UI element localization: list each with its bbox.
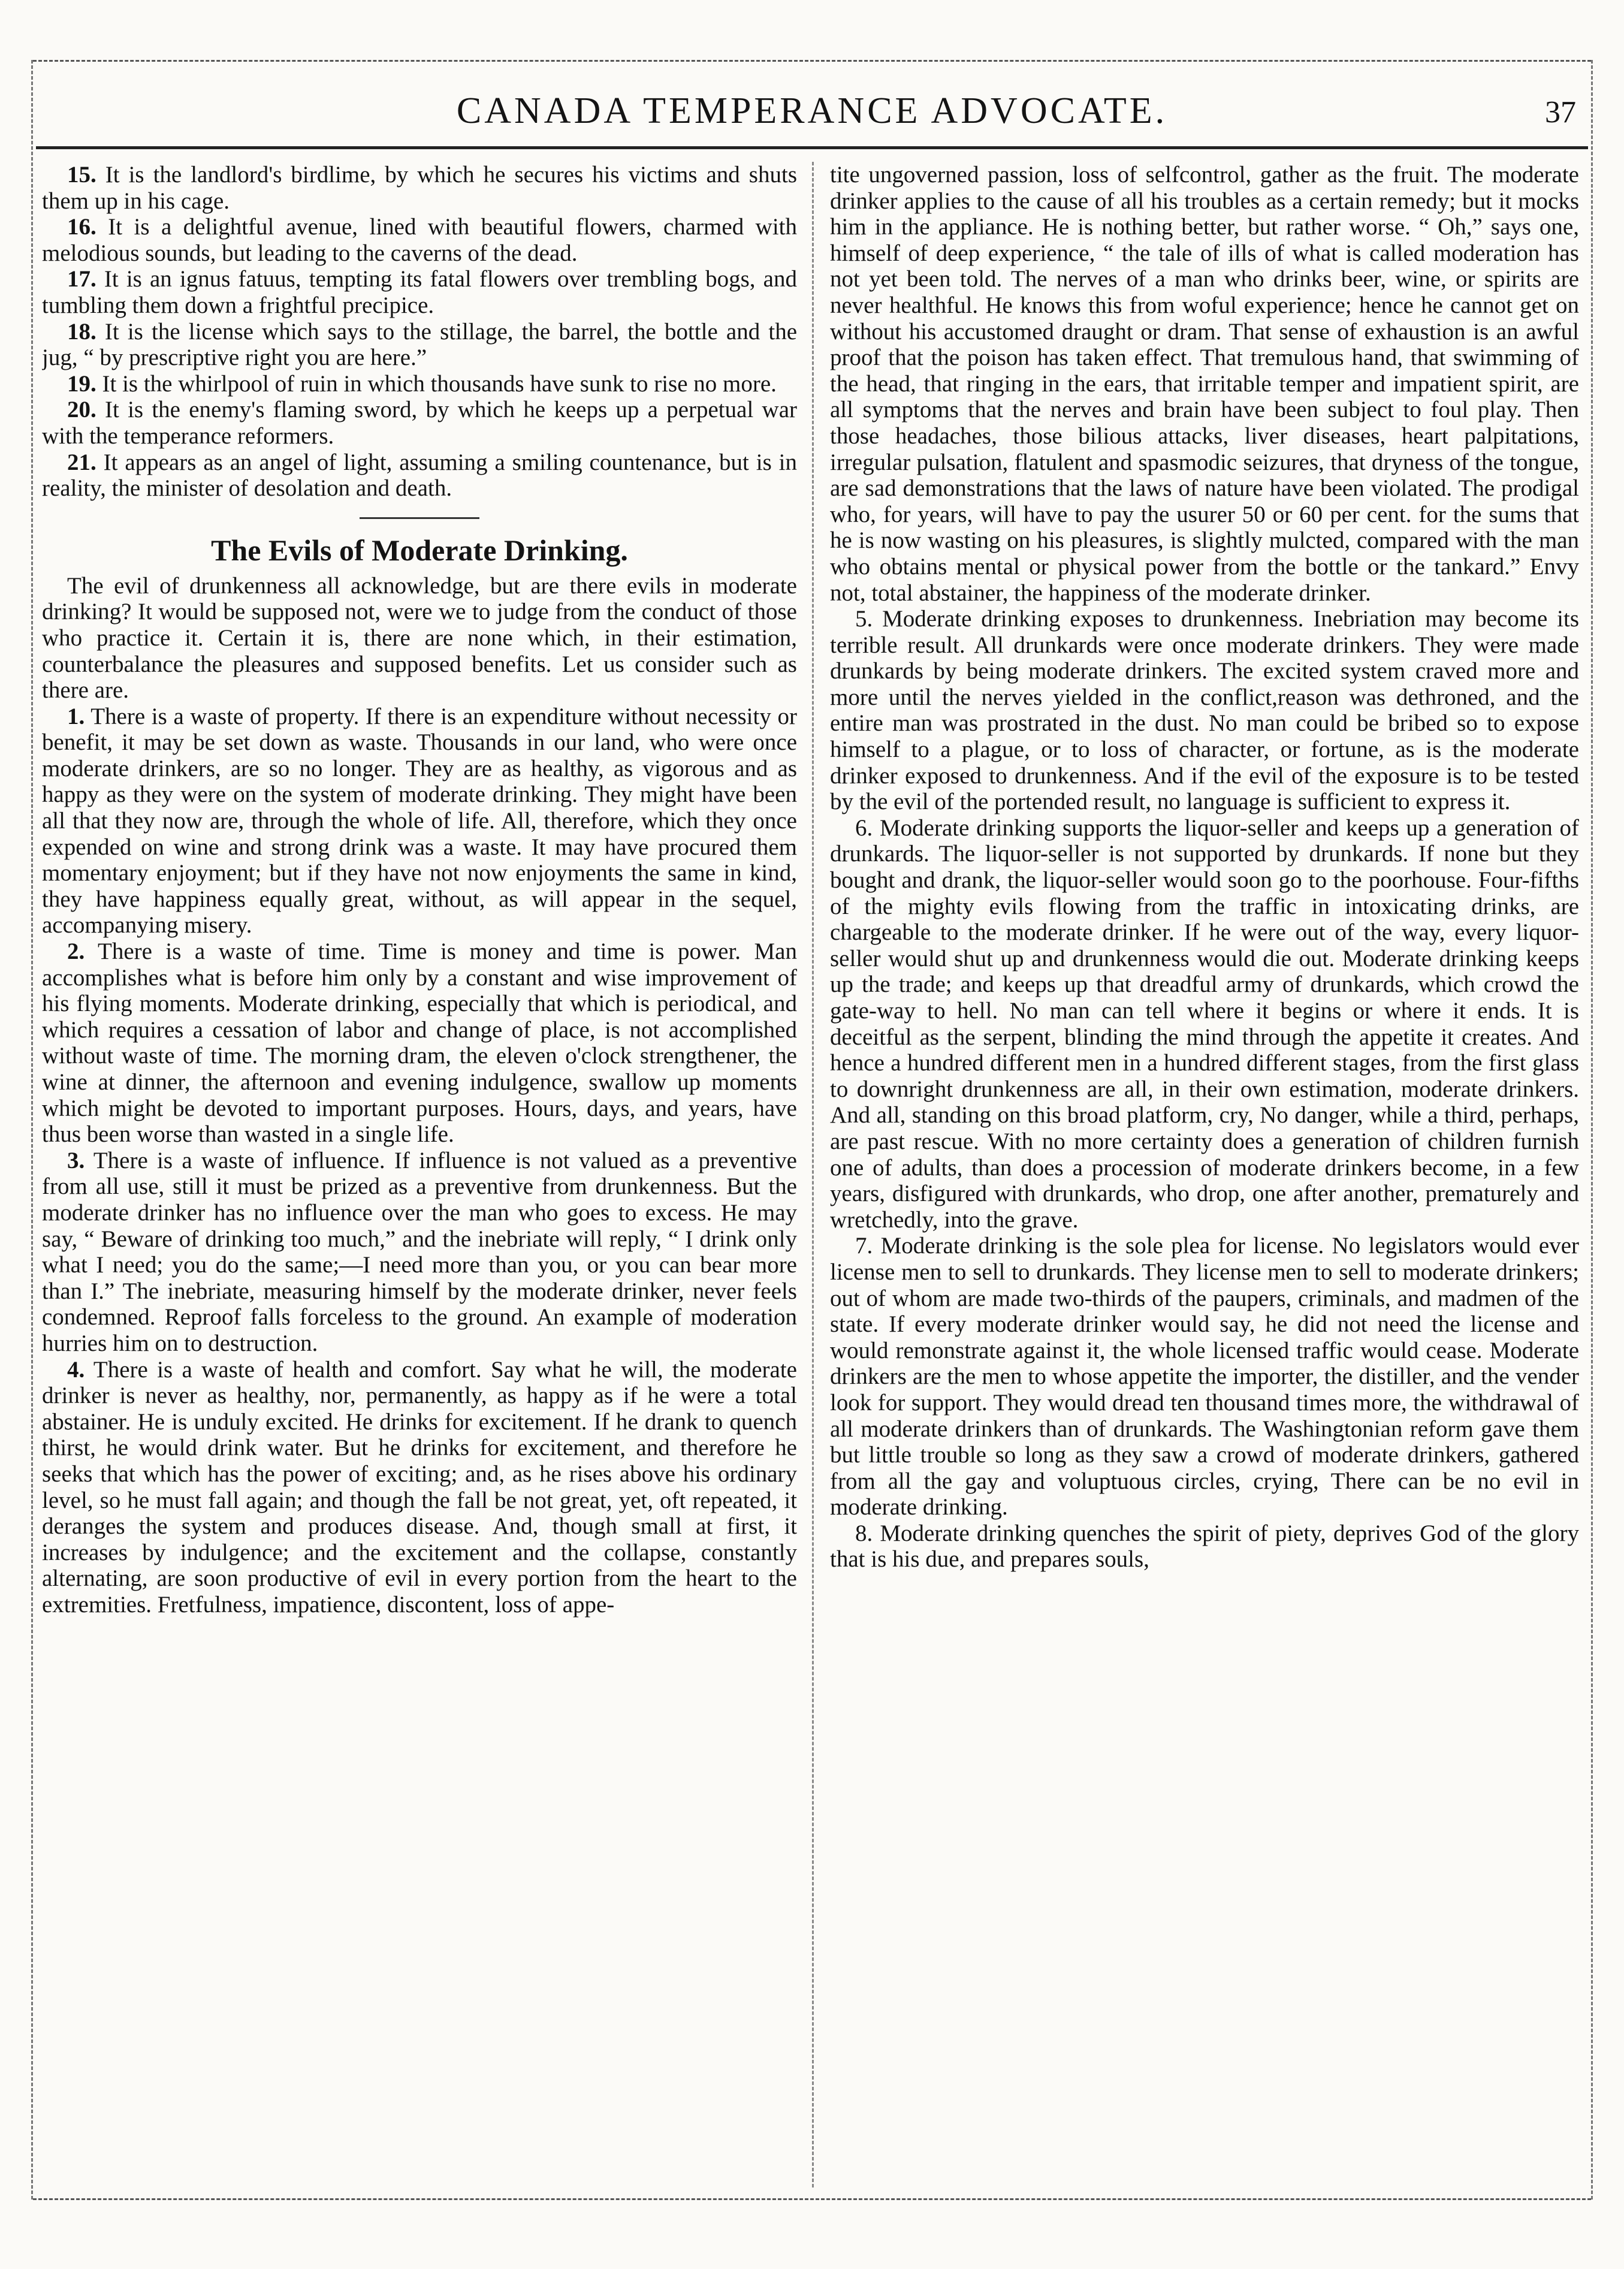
paragraph-4-continued: tite ungoverned passion, loss of selfcontrol, gather as the fruit. The moderate drinker applies to the cause of all his troubles as a certain remedy; but it mocks him in the appliance. He is nothing better, but rather worse. “ Oh,” says one, himself of deep experience, “ the tale of ills of what is called moderation has not yet been told. The nerves of a man who drinks beer, wine, or spirits are never healthful. He knows this from woful experience; hence he cannot get on without his accustomed draught or dram. That sense of exhaustion is an awful proof that the poison has taken effect. That tremulous hand, that swimming of the head, that ringing in the ears, that irritable temper and impatient spirit, are all symptoms that the nerves and brain have been subject to foul play. Then those headaches, those bilious attacks, liver diseases, heart palpitations, irregular pulsation, flatulent and spasmodic seizures, that dryness of the tongue, are sad demonstrations that the laws of nature have been violated. The prodigal who, for years, will have to pay the usurer 50 or 60 per cent. for the sums that he is now wasting on his pleasures, is slightly mulcted, compared with the man who obtains mental or physical power from the bottle or the tankard.” Envy not, total abstainer, the happiness of the moderate drinker. xyxy=(830,162,1579,606)
paragraph-7: 7. Moderate drinking is the sole plea for license. No legislators would ever license men to sell to drunkards. They license men to sell to moderate drinkers; out of whom are made two-thirds of the paupers, criminals, and madmen of the state. If every moderate drinker would say, he did not need the license and would remonstrate against it, the whole licensed traffic would cease. Moderate drinkers are the men to whose appetite the importer, the distiller, and the vender look for support. They would dread ten thousand times more, the withdrawal of all moderate drinkers than of drunkards. The Washingtonian reform gave them but little trouble so long as they saw a crowd of moderate drinkers, gathered from all the gay and voluptuous circles, crying, There can be no evil in moderate drinking. xyxy=(830,1233,1579,1520)
column-divider xyxy=(812,162,814,2187)
bottom-border xyxy=(33,2198,1591,2200)
paragraph-5: 5. Moderate drinking exposes to drunkenness. Inebriation may become its terrible result. All drunkards were once moderate drinkers. They were made drunkards by being moderate drinkers. The excited system craved more and more until the nerves yielded in the conflict,reason was dethroned, and the entire man was prostrated in the dust. No man could be bribed so to expose himself to a plague, or to loss of character, or fortune, as is the moderate drinker exposed to drunkenness. And if the evil of the exposure is to be tested by the evil of the portended result, no language is sufficient to express it. xyxy=(830,606,1579,815)
paragraph-3: 3. There is a waste of influence. If influence is not valued as a preventive from all use, still it must be prized as a preventive from drunkenness. But the moderate drinker has no influence over the man who goes to excess. He may say, “ Beware of drinking too much,” and the inebriate will reply, “ I drink only what I need; you do the same;—I need more than you, or you can bear more than I.” The inebriate, measuring himself by the moderate drinker, never feels condemned. Reproof falls forceless to the ground. An example of moderation hurries him on to destruction. xyxy=(42,1147,797,1356)
page-number: 37 xyxy=(1545,95,1576,129)
paragraph-4: 4. There is a waste of health and comfort. Say what he will, the moderate drinker is never as healthy, nor, permanently, as happy as if he were a total abstainer. He is unduly excited. He drinks for excitement. If he drank to quench thirst, he would drink water. But he drinks for excitement, and therefore he seeks that which has the power of exciting; and, as he rises above his ordinary level, so he must fall again; and though the fall be not great, yet, oft repeated, it deranges the system and produces disease. And, though small at first, it increases by indulgence; and the excitement and the collapse, constantly alternating, are soon productive of evil in every portion from the heart to the extremities. Fretfulness, impatience, discontent, loss of appe- xyxy=(42,1356,797,1618)
list-item: 18. It is the license which says to the stillage, the barrel, the bottle and the jug, “ by prescriptive right you are here.” xyxy=(42,318,797,371)
left-column xyxy=(42,162,797,2193)
right-column xyxy=(830,162,1579,2193)
header-rule xyxy=(36,146,1588,149)
list-item: 16. It is a delightful avenue, lined with beautiful flowers, charmed with melodious sounds, but leading to the caverns of the dead. xyxy=(42,214,797,266)
article-title: The Evils of Moderate Drinking. xyxy=(211,533,628,567)
list-item: 15. It is the landlord's birdlime, by which he secures his victims and shuts them up in his cage. xyxy=(42,162,797,214)
list-item: 21. It appears as an angel of light, assuming a smiling countenance, but is in reality, the minister of desolation and death. xyxy=(42,449,797,502)
intro-paragraph: The evil of drunkenness all acknowledge, but are there evils in moderate drinking? It would be supposed not, were we to judge from the conduct of those who practice it. Certain it is, there are none which, in their estimation, counterbalance the pleasures and supposed benefits. Let us consider such as there are. xyxy=(42,572,797,704)
running-title: CANADA TEMPERANCE ADVOCATE. xyxy=(456,90,1168,131)
left-border xyxy=(31,60,33,2199)
paragraph-6: 6. Moderate drinking supports the liquor-seller and keeps up a generation of drunkards. The liquor-seller is not supported by drunkards. If none but they bought and drank, the liquor-seller would soon go to the poorhouse. Four-fifths of the mighty evils flowing from the traffic in intoxicating drinks, are chargeable to the moderate drinker. If he were out of the way, every liquor-seller would shut up and drunkenness would die out. Moderate drinking keeps up the trade; and keeps up that dreadful army of drunkards, which crowd the gate-way to hell. No man can tell where it begins or where it ends. It is deceitful as the serpent, blinding the mind through the appetite it creates. And hence a hundred different men in a hundred different stages, from the first glass to downright drunkenness are all, in their own estimation, moderate drinkers. And all, standing on this broad platform, cry, No danger, while a third, perhaps, are past rescue. With no more certainty does a generation of children furnish one of adults, than does a procession of moderate drinkers become, in a few years, disfigured with drunkards, who drop, one after another, prematurely and wretchedly, into the grave. xyxy=(830,814,1579,1233)
paragraph-8: 8. Moderate drinking quenches the spirit of piety, deprives God of the glory that is his due, and prepares souls, xyxy=(830,1520,1579,1573)
list-item: 19. It is the whirlpool of ruin in which thousands have sunk to rise no more. xyxy=(67,370,777,397)
top-border xyxy=(33,60,1591,62)
list-item: 17. It is an ignus fatuus, tempting its fatal flowers over trembling bogs, and tumbling them down a frightful precipice. xyxy=(42,266,797,318)
list-item: 20. It is the enemy's flaming sword, by which he keeps up a perpetual war with the temperance reformers. xyxy=(42,397,797,449)
paragraph-1: 1. There is a waste of property. If there is an expenditure without necessity or benefit, it may be set down as waste. Thousands in our land, who were once moderate drinkers, are so no longer. They are as healthy, as vigorous and as happy as they were on the system of moderate drinking. They might have been all that they now are, through the whole of life. All, therefore, which they once expended on wine and strong drink was a waste. It may have procured them momentary enjoyment; but if they have not now enjoyments the same in kind, they have happiness equally great, without, as will appear in the sequel, accompanying misery. xyxy=(42,703,797,939)
section-separator xyxy=(360,517,479,519)
page-header xyxy=(36,71,1588,147)
right-border xyxy=(1591,60,1593,2199)
paragraph-2: 2. There is a waste of time. Time is money and time is power. Man accomplishes what is before him only by a constant and wise improvement of his flying moments. Moderate drinking, especially that which is periodical, and which requires a cessation of labor and change of place, is not accomplished without waste of time. The morning dram, the eleven o'clock strengthener, the wine at dinner, the afternoon and evening indulgence, swallow up moments which might be devoted to important purposes. Hours, days, and years, have thus been worse than wasted in a single life. xyxy=(42,939,797,1148)
